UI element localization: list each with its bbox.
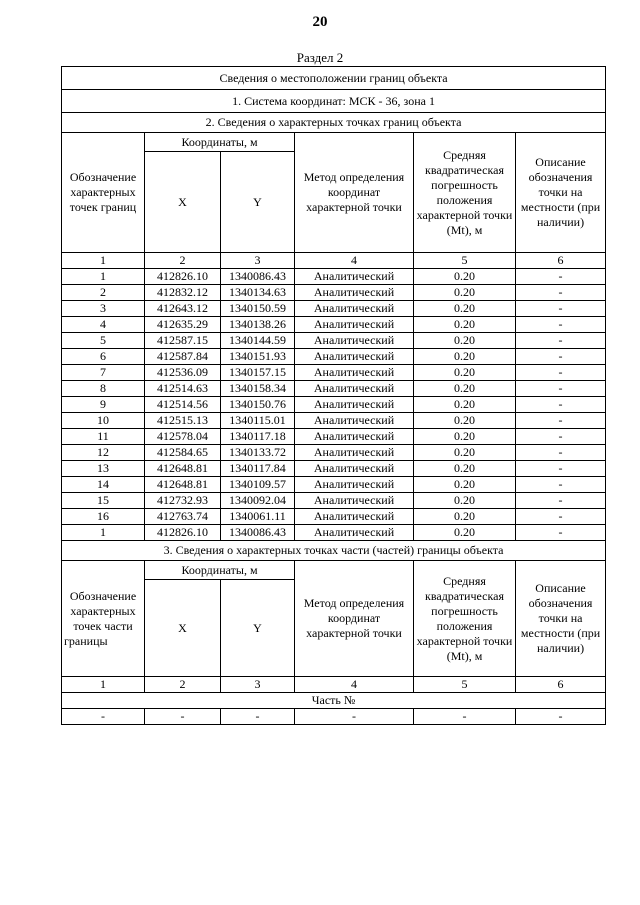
header-y: Y	[221, 152, 295, 253]
points-heading: 2. Сведения о характерных точках границ объекта	[62, 113, 606, 133]
empty-cell: -	[295, 709, 414, 725]
point-description: -	[516, 301, 606, 317]
point-y: 1340157.15	[221, 365, 295, 381]
point-x: 412578.04	[145, 429, 221, 445]
point-method: Аналитический	[295, 397, 414, 413]
point-description: -	[516, 381, 606, 397]
point-method: Аналитический	[295, 349, 414, 365]
parts-header-designation: Обозначение характерных точек части границы	[62, 561, 145, 677]
parts-header-y: Y	[221, 580, 295, 677]
point-number: 13	[62, 461, 145, 477]
table-row	[62, 317, 606, 333]
point-description: -	[516, 365, 606, 381]
point-y: 1340133.72	[221, 445, 295, 461]
point-description: -	[516, 445, 606, 461]
point-y: 1340115.01	[221, 413, 295, 429]
point-x: 412514.56	[145, 397, 221, 413]
point-x: 412648.81	[145, 461, 221, 477]
point-x: 412587.84	[145, 349, 221, 365]
point-method: Аналитический	[295, 317, 414, 333]
table-row	[62, 461, 606, 477]
point-x: 412515.13	[145, 413, 221, 429]
point-number: 1	[62, 269, 145, 285]
point-description: -	[516, 413, 606, 429]
point-error: 0.20	[414, 493, 516, 509]
point-number: 6	[62, 349, 145, 365]
point-method: Аналитический	[295, 461, 414, 477]
point-y: 1340150.59	[221, 301, 295, 317]
point-x: 412648.81	[145, 477, 221, 493]
point-error: 0.20	[414, 509, 516, 525]
column-number: 1	[62, 253, 145, 269]
point-error: 0.20	[414, 381, 516, 397]
page-number: 20	[312, 14, 328, 30]
header-error: Средняя квадратическая погрешность положения характерной точки (Mt), м	[414, 133, 516, 253]
point-y: 1340117.18	[221, 429, 295, 445]
point-x: 412826.10	[145, 525, 221, 541]
point-number: 2	[62, 285, 145, 301]
table-row	[62, 525, 606, 541]
empty-cell: -	[145, 709, 221, 725]
point-y: 1340092.04	[221, 493, 295, 509]
parts-heading: 3. Сведения о характерных точках части (частей) границы объекта	[62, 541, 606, 561]
point-error: 0.20	[414, 365, 516, 381]
header-x: X	[145, 152, 221, 253]
point-method: Аналитический	[295, 301, 414, 317]
parts-header-method: Метод определения координат характерной точки	[295, 561, 414, 677]
part-label: Часть №	[62, 693, 606, 709]
point-x: 412635.29	[145, 317, 221, 333]
header-description: Описание обозначения точки на местности (при наличии)	[516, 133, 606, 253]
table-row	[62, 333, 606, 349]
point-error: 0.20	[414, 477, 516, 493]
table-row	[62, 365, 606, 381]
point-method: Аналитический	[295, 365, 414, 381]
point-y: 1340086.43	[221, 525, 295, 541]
point-description: -	[516, 509, 606, 525]
table-row	[62, 349, 606, 365]
point-x: 412514.63	[145, 381, 221, 397]
column-number: 6	[516, 253, 606, 269]
point-error: 0.20	[414, 461, 516, 477]
point-description: -	[516, 269, 606, 285]
point-x: 412587.15	[145, 333, 221, 349]
table-row	[62, 269, 606, 285]
point-number: 3	[62, 301, 145, 317]
parts-header-description: Описание обозначения точки на местности (при наличии)	[516, 561, 606, 677]
column-number: 6	[516, 677, 606, 693]
point-y: 1340134.63	[221, 285, 295, 301]
point-number: 15	[62, 493, 145, 509]
table-row	[62, 381, 606, 397]
point-method: Аналитический	[295, 269, 414, 285]
table-row	[62, 429, 606, 445]
point-method: Аналитический	[295, 509, 414, 525]
point-description: -	[516, 493, 606, 509]
point-error: 0.20	[414, 413, 516, 429]
point-description: -	[516, 397, 606, 413]
point-method: Аналитический	[295, 477, 414, 493]
parts-column-numbers-row	[62, 677, 606, 693]
column-number: 4	[295, 253, 414, 269]
point-x: 412826.10	[145, 269, 221, 285]
column-numbers-row	[62, 253, 606, 269]
point-method: Аналитический	[295, 445, 414, 461]
point-description: -	[516, 477, 606, 493]
header-method: Метод определения координат характерной точки	[295, 133, 414, 253]
column-number: 5	[414, 253, 516, 269]
empty-cell: -	[221, 709, 295, 725]
point-x: 412536.09	[145, 365, 221, 381]
table-row	[62, 413, 606, 429]
point-y: 1340151.93	[221, 349, 295, 365]
section-title: Раздел 2	[296, 50, 344, 65]
point-number: 10	[62, 413, 145, 429]
point-error: 0.20	[414, 525, 516, 541]
point-x: 412832.12	[145, 285, 221, 301]
point-y: 1340144.59	[221, 333, 295, 349]
point-method: Аналитический	[295, 285, 414, 301]
table-row	[62, 493, 606, 509]
parts-header-coordinates: Координаты, м	[145, 561, 295, 580]
point-number: 16	[62, 509, 145, 525]
header-coordinates: Координаты, м	[145, 133, 295, 152]
parts-header-error: Средняя квадратическая погрешность положения характерной точки (Mt), м	[414, 561, 516, 677]
empty-part-row	[62, 709, 606, 725]
parts-header-x: X	[145, 580, 221, 677]
point-method: Аналитический	[295, 413, 414, 429]
point-y: 1340086.43	[221, 269, 295, 285]
table-row	[62, 445, 606, 461]
point-error: 0.20	[414, 317, 516, 333]
point-y: 1340158.34	[221, 381, 295, 397]
point-method: Аналитический	[295, 429, 414, 445]
point-x: 412763.74	[145, 509, 221, 525]
point-number: 5	[62, 333, 145, 349]
point-description: -	[516, 285, 606, 301]
point-number: 8	[62, 381, 145, 397]
point-number: 7	[62, 365, 145, 381]
point-y: 1340109.57	[221, 477, 295, 493]
point-number: 12	[62, 445, 145, 461]
boundary-table	[61, 66, 606, 725]
point-description: -	[516, 461, 606, 477]
point-error: 0.20	[414, 349, 516, 365]
point-method: Аналитический	[295, 381, 414, 397]
point-method: Аналитический	[295, 525, 414, 541]
header-designation: Обозначение характерных точек границ	[62, 133, 145, 253]
point-description: -	[516, 317, 606, 333]
table-row	[62, 477, 606, 493]
point-y: 1340138.26	[221, 317, 295, 333]
column-number: 5	[414, 677, 516, 693]
point-x: 412643.12	[145, 301, 221, 317]
point-y: 1340117.84	[221, 461, 295, 477]
point-description: -	[516, 333, 606, 349]
point-error: 0.20	[414, 269, 516, 285]
column-number: 1	[62, 677, 145, 693]
empty-cell: -	[62, 709, 145, 725]
point-number: 4	[62, 317, 145, 333]
column-number: 4	[295, 677, 414, 693]
column-number: 2	[145, 253, 221, 269]
point-description: -	[516, 429, 606, 445]
point-description: -	[516, 349, 606, 365]
point-y: 1340150.76	[221, 397, 295, 413]
point-error: 0.20	[414, 285, 516, 301]
column-number: 3	[221, 253, 295, 269]
table-row	[62, 301, 606, 317]
empty-cell: -	[414, 709, 516, 725]
point-error: 0.20	[414, 429, 516, 445]
table-row	[62, 397, 606, 413]
point-x: 412584.65	[145, 445, 221, 461]
empty-cell: -	[516, 709, 606, 725]
coordinate-system: 1. Система координат: МСК - 36, зона 1	[62, 90, 606, 113]
point-method: Аналитический	[295, 333, 414, 349]
table-row	[62, 285, 606, 301]
point-error: 0.20	[414, 397, 516, 413]
point-number: 1	[62, 525, 145, 541]
table-title: Сведения о местоположении границ объекта	[62, 67, 606, 90]
point-method: Аналитический	[295, 493, 414, 509]
point-error: 0.20	[414, 333, 516, 349]
point-number: 14	[62, 477, 145, 493]
column-number: 3	[221, 677, 295, 693]
point-number: 11	[62, 429, 145, 445]
point-y: 1340061.11	[221, 509, 295, 525]
point-number: 9	[62, 397, 145, 413]
column-number: 2	[145, 677, 221, 693]
point-error: 0.20	[414, 301, 516, 317]
point-description: -	[516, 525, 606, 541]
point-x: 412732.93	[145, 493, 221, 509]
table-row	[62, 509, 606, 525]
point-error: 0.20	[414, 445, 516, 461]
